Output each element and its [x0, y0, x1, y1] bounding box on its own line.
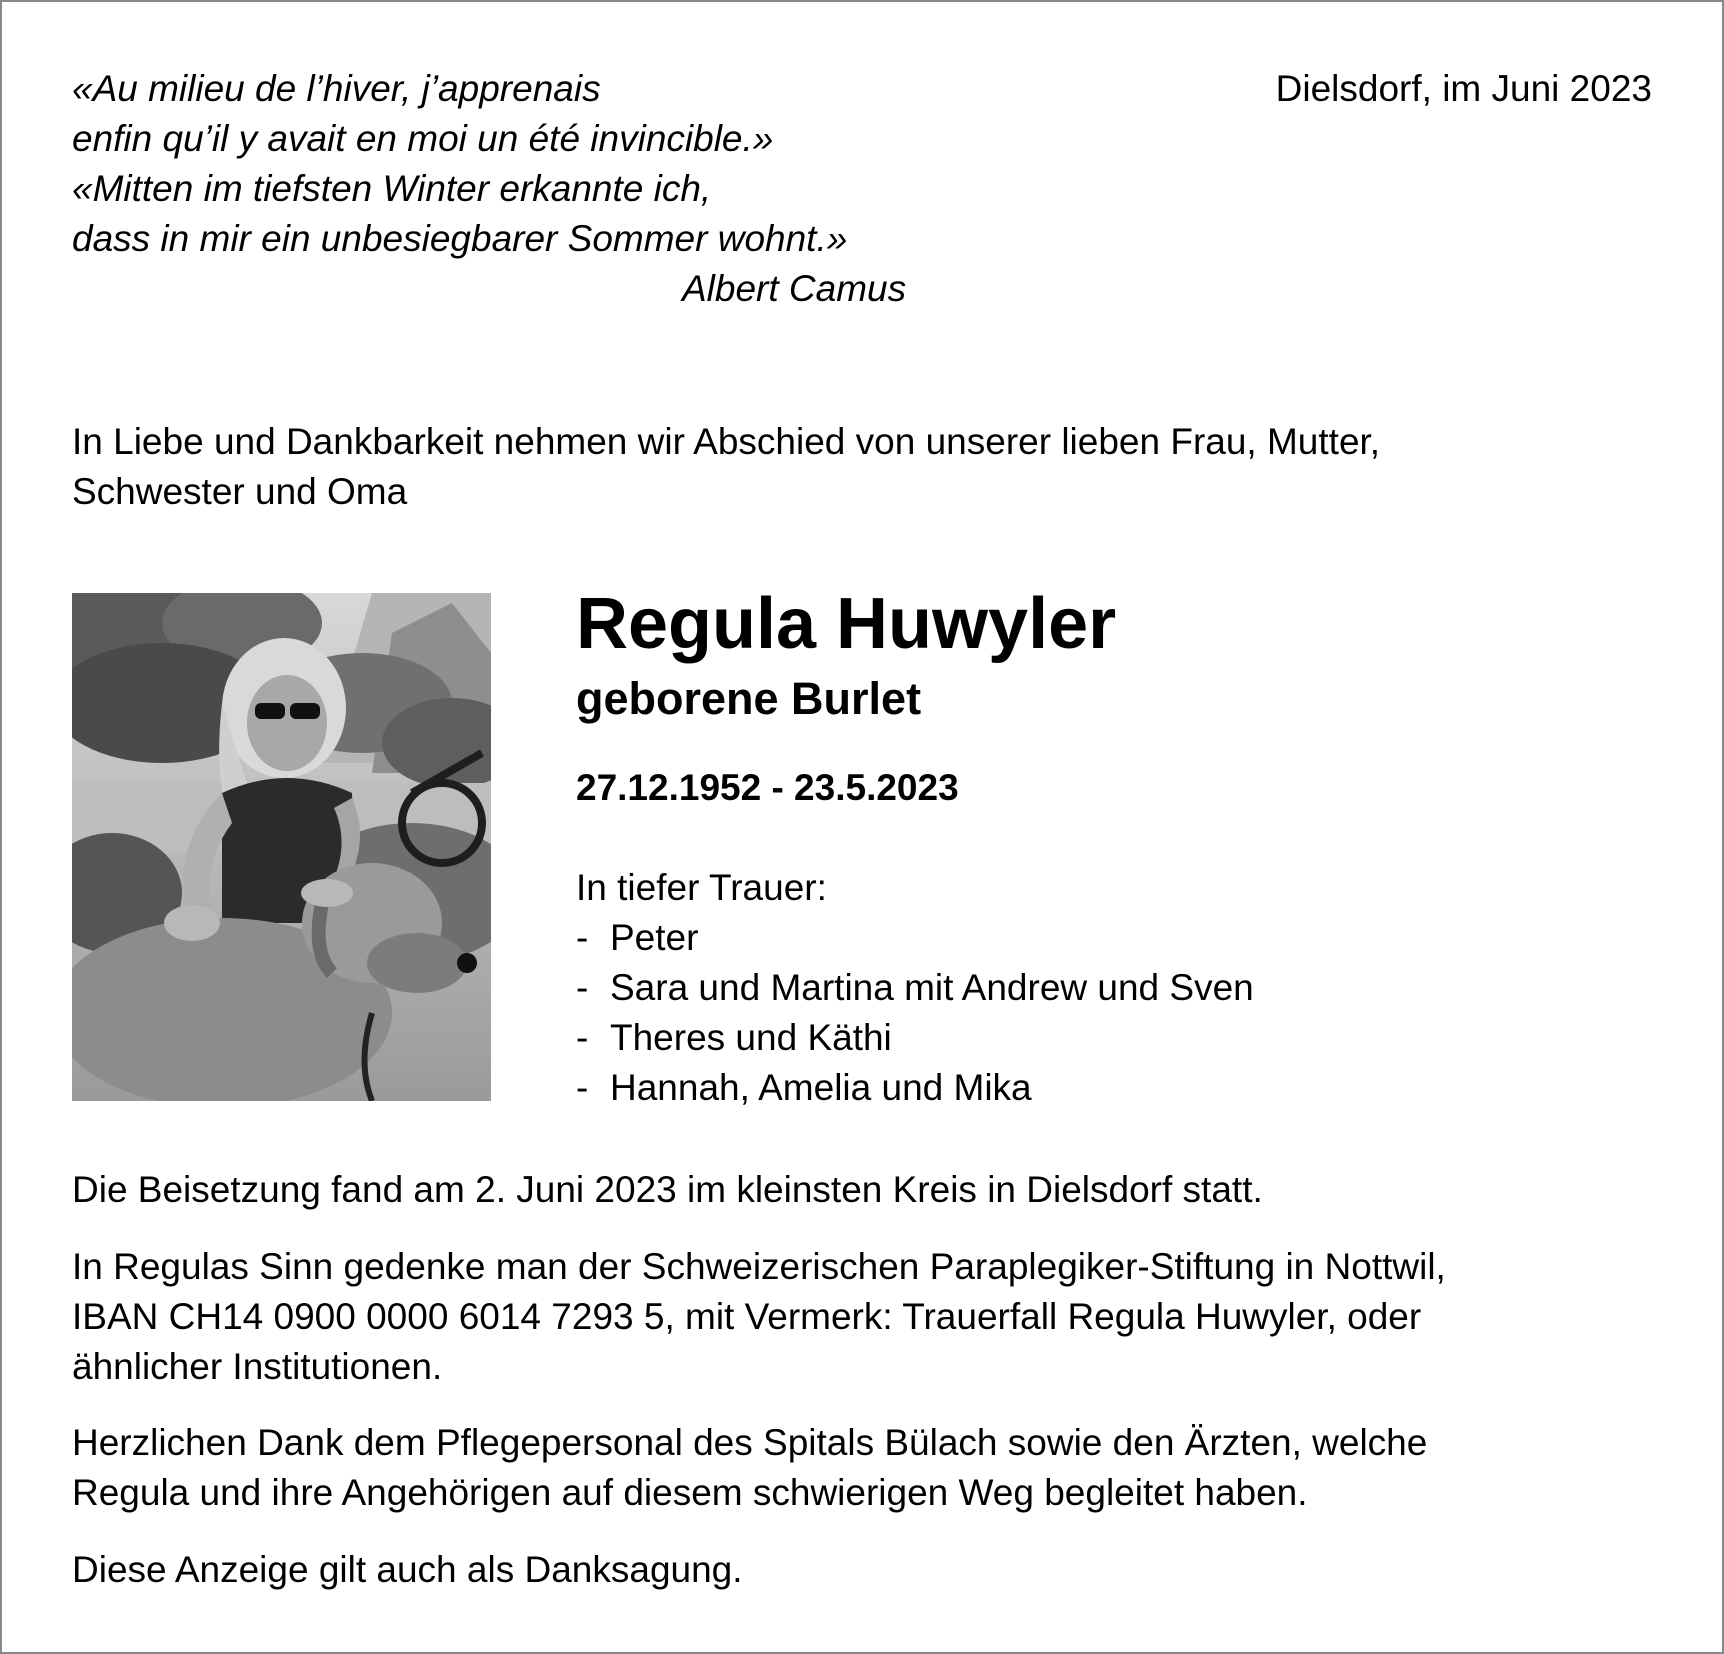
place-date: Dielsdorf, im Juni 2023: [1275, 68, 1652, 109]
dash: -: [576, 967, 589, 1008]
list-item: [576, 963, 1254, 1013]
closing-paragraph: [72, 1545, 1652, 1595]
quote-line: enfin qu’il y avait en moi un été invincible.»: [72, 118, 774, 159]
dash: -: [576, 917, 589, 958]
mourner-name: Theres und Käthi: [610, 1017, 892, 1058]
paragraph-line: Regula und ihre Angehörigen auf diesem schwierigen Weg begleitet haben.: [72, 1472, 1308, 1513]
paragraph-line: Die Beisetzung fand am 2. Juni 2023 im kleinsten Kreis in Dielsdorf statt.: [72, 1169, 1263, 1210]
paragraph-line: IBAN CH14 0900 0000 6014 7293 5, mit Vermerk: Trauerfall Regula Huwyler, oder: [72, 1296, 1422, 1337]
dash: -: [576, 1067, 589, 1108]
list-item: [576, 1013, 1254, 1063]
mourner-name: Sara und Martina mit Andrew und Sven: [610, 967, 1254, 1008]
intro-text: [72, 417, 1632, 517]
list-item: [576, 913, 1254, 963]
deceased-name: Regula Huwyler: [576, 584, 1117, 664]
intro-line: In Liebe und Dankbarkeit nehmen wir Abschied von unserer lieben Frau, Mutter,: [72, 421, 1381, 462]
paragraph-line: Herzlichen Dank dem Pflegepersonal des Spitals Bülach sowie den Ärzten, welche: [72, 1422, 1428, 1463]
quote-line: «Mitten im tiefsten Winter erkannte ich,: [72, 168, 712, 209]
paragraph-line: Diese Anzeige gilt auch als Danksagung.: [72, 1549, 743, 1590]
donation-paragraph: [72, 1242, 1652, 1392]
burial-paragraph: [72, 1165, 1652, 1215]
quote-line: «Au milieu de l’hiver, j’apprenais: [72, 68, 601, 109]
list-item: [576, 1063, 1254, 1113]
paragraph-line: ähnlicher Institutionen.: [72, 1346, 443, 1387]
portrait-photo: [72, 593, 491, 1101]
quote-line: dass in mir ein unbesiegbarer Sommer wohnt.»: [72, 218, 848, 259]
portrait-photo-illustration: [72, 593, 491, 1101]
mourner-name: Peter: [610, 917, 699, 958]
thanks-paragraph: [72, 1418, 1652, 1518]
quote-author: Albert Camus: [682, 268, 907, 309]
mourner-name: Hannah, Amelia und Mika: [610, 1067, 1032, 1108]
dash: -: [576, 1017, 589, 1058]
maiden-name: geborene Burlet: [576, 673, 922, 724]
mourners-list: [576, 913, 1254, 1113]
paragraph-line: In Regulas Sinn gedenke man der Schweizerischen Paraplegiker-Stiftung in Nottwil,: [72, 1246, 1446, 1287]
life-dates: 27.12.1952 - 23.5.2023: [576, 767, 959, 808]
mourners-label: In tiefer Trauer:: [576, 867, 827, 908]
intro-line: Schwester und Oma: [72, 471, 408, 512]
camus-quote: [72, 64, 847, 264]
